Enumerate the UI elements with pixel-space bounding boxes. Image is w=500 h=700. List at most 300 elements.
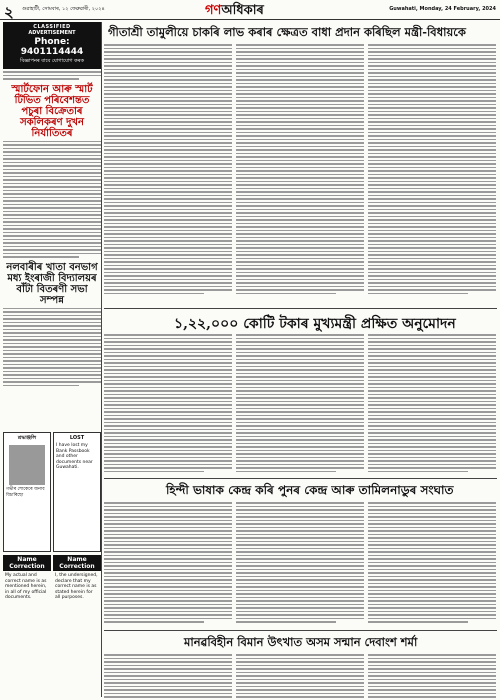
text-line (104, 693, 232, 695)
text-line (368, 338, 496, 340)
text-line (236, 341, 364, 343)
text-line (368, 156, 496, 158)
text-line (368, 111, 496, 113)
text-line (104, 282, 232, 284)
text-line (236, 254, 364, 256)
text-line (368, 181, 496, 183)
text-line (104, 209, 232, 211)
text-line (104, 672, 232, 674)
text-line (104, 527, 232, 529)
text-line (104, 341, 232, 343)
left-red-headline: স্মাৰ্টফোন আৰু স্মাৰ্ট টিভিত পৰিবেশন্তত পচুৰা বিক্ৰেতাৰ সকলিকৰণ দুখন নিৰ্যাতিতৰ (11, 83, 93, 139)
lost-text: I have lost my Bank Passbook and other documents near Guwahati. (56, 443, 93, 470)
text-line (104, 132, 232, 134)
text-line (104, 83, 232, 85)
lost-notice (53, 432, 101, 552)
text-line (236, 272, 364, 274)
text-line (236, 668, 364, 670)
text-line (236, 506, 364, 508)
text-line (368, 618, 496, 620)
text-line (236, 181, 364, 183)
text-line (236, 125, 364, 127)
text-line (236, 387, 364, 389)
text-line (368, 65, 496, 67)
text-line (236, 219, 364, 221)
name-correction-2-text: I, the undersigned, declare that my correct name is as stated herein for all purposes. (55, 573, 98, 600)
text-line (368, 135, 496, 137)
text-line (104, 146, 232, 148)
text-line (104, 668, 232, 670)
name-correction-1-text: My actual and correct name is as mentioned herein, in all of my official documents. (5, 573, 47, 600)
text-line (104, 422, 232, 424)
text-line (104, 583, 232, 585)
text-line (368, 586, 496, 588)
text-line (368, 100, 496, 102)
text-line (236, 541, 364, 543)
text-line (368, 272, 496, 274)
text-line (368, 516, 496, 518)
main-content (104, 22, 497, 697)
text-line (236, 160, 364, 162)
text-line (104, 607, 232, 609)
text-line (104, 689, 232, 691)
text-line (236, 156, 364, 158)
text-line (368, 682, 496, 684)
text-line (368, 408, 496, 410)
text-line (104, 97, 232, 99)
text-line (104, 401, 232, 403)
text-line (104, 111, 232, 113)
text-line (236, 682, 364, 684)
text-line (236, 230, 364, 232)
text-line (104, 261, 232, 263)
text-line (368, 661, 496, 663)
newspaper-logo (205, 1, 264, 22)
text-line (236, 562, 364, 564)
text-line (368, 593, 496, 595)
text-line (104, 446, 232, 448)
rule-3 (104, 630, 497, 631)
text-line (104, 163, 232, 165)
text-line (368, 654, 496, 656)
text-line (104, 279, 232, 281)
text-line (104, 394, 232, 396)
text-line (104, 345, 232, 347)
text-line (368, 457, 496, 459)
text-line (368, 611, 496, 613)
text-line (104, 174, 232, 176)
text-line (236, 195, 364, 197)
text-line (104, 555, 232, 557)
text-line (104, 69, 232, 71)
text-line (236, 135, 364, 137)
text-line (236, 380, 364, 382)
text-line (236, 450, 364, 452)
text-line (368, 265, 496, 267)
text-line (236, 696, 364, 698)
text-line (104, 79, 232, 81)
text-line (236, 401, 364, 403)
text-line (236, 261, 364, 263)
text-line (368, 460, 496, 462)
article-4-col-3 (368, 652, 496, 700)
text-line (236, 618, 364, 620)
text-line (368, 600, 496, 602)
text-line (104, 142, 232, 144)
text-line (236, 520, 364, 522)
headline-2: ১,২২,০০০ কোটি টকাৰ মুখ্যমন্ত্ৰী প্ৰক্ষিত অনুমোদন (174, 316, 456, 332)
text-line (236, 422, 364, 424)
text-line (236, 76, 364, 78)
text-line (104, 62, 232, 64)
text-line (104, 128, 232, 130)
text-line (368, 153, 496, 155)
text-line (104, 268, 232, 270)
text-line (104, 516, 232, 518)
text-line (236, 415, 364, 417)
rule-1 (104, 308, 497, 309)
text-line (368, 247, 496, 249)
text-line (236, 293, 336, 295)
text-line (368, 104, 496, 106)
text-line (104, 376, 232, 378)
text-line (104, 604, 232, 606)
text-line (104, 380, 232, 382)
text-line (104, 240, 232, 242)
text-line (236, 527, 364, 529)
text-line (104, 429, 232, 431)
text-line (368, 79, 496, 81)
text-line (236, 425, 364, 427)
text-line (104, 551, 232, 553)
text-line (236, 90, 364, 92)
text-line (368, 443, 496, 445)
text-line (236, 118, 364, 120)
text-line (236, 555, 364, 557)
text-line (236, 686, 364, 688)
text-line (104, 565, 232, 567)
text-line (368, 502, 496, 504)
text-line (236, 177, 364, 179)
text-line (236, 411, 364, 413)
text-line (368, 429, 496, 431)
text-line (236, 565, 364, 567)
text-line (368, 209, 496, 211)
text-line (368, 376, 496, 378)
text-line (104, 614, 232, 616)
text-line (104, 621, 204, 623)
text-line (104, 72, 232, 74)
text-line (236, 167, 364, 169)
masthead (0, 0, 500, 20)
text-line (236, 369, 364, 371)
name-correction-2-title: Name Correction (53, 555, 101, 571)
text-line (236, 530, 364, 532)
text-line (104, 205, 232, 207)
text-line (368, 230, 496, 232)
text-line (236, 390, 364, 392)
text-line (236, 355, 364, 357)
text-line (368, 551, 496, 553)
text-line (236, 397, 364, 399)
text-line (104, 686, 232, 688)
text-line (236, 55, 364, 57)
text-line (104, 696, 232, 698)
text-line (236, 460, 364, 462)
text-line (104, 562, 232, 564)
text-line (236, 513, 364, 515)
text-line (368, 450, 496, 452)
article-3-col-2 (236, 500, 364, 625)
text-line (368, 675, 496, 677)
text-line (368, 139, 496, 141)
text-line (368, 352, 496, 354)
text-line (368, 679, 496, 681)
text-line (236, 614, 364, 616)
text-line (236, 471, 336, 473)
text-line (104, 58, 232, 60)
text-line (368, 696, 496, 698)
text-line (104, 665, 232, 667)
text-line (236, 69, 364, 71)
text-line (368, 390, 496, 392)
text-line (368, 558, 496, 560)
text-line (368, 254, 496, 256)
text-line (368, 44, 496, 46)
text-line (368, 418, 496, 420)
text-line (236, 665, 364, 667)
text-line (104, 76, 232, 78)
text-line (368, 464, 496, 466)
text-line (104, 247, 232, 249)
text-line (368, 219, 496, 221)
lost-title: LOST (69, 435, 85, 441)
text-line (368, 579, 496, 581)
text-line (236, 286, 364, 288)
text-line (104, 579, 232, 581)
text-line (104, 139, 232, 141)
text-line (104, 90, 232, 92)
text-line (104, 44, 232, 46)
text-line (368, 216, 496, 218)
rule-2 (104, 478, 497, 479)
text-line (236, 212, 364, 214)
text-line (236, 48, 364, 50)
text-line (236, 251, 364, 253)
text-line (104, 338, 232, 340)
text-line (368, 275, 496, 277)
text-line (368, 58, 496, 60)
text-line (236, 111, 364, 113)
text-line (236, 658, 364, 660)
text-line (104, 530, 232, 532)
text-line (236, 93, 364, 95)
text-line (368, 202, 496, 204)
text-line (236, 258, 364, 260)
text-line (236, 443, 364, 445)
text-line (236, 163, 364, 165)
text-line (236, 226, 364, 228)
text-line (236, 348, 364, 350)
text-line (104, 135, 232, 137)
text-line (104, 160, 232, 162)
text-line (236, 282, 364, 284)
text-line (368, 668, 496, 670)
text-line (236, 132, 364, 134)
text-line (104, 202, 232, 204)
text-line (104, 167, 232, 169)
text-line (368, 233, 496, 235)
text-line (368, 90, 496, 92)
text-line (104, 226, 232, 228)
text-line (236, 289, 364, 291)
text-line (104, 520, 232, 522)
text-line (104, 593, 232, 595)
text-line (236, 100, 364, 102)
text-line (236, 544, 364, 546)
text-line (104, 48, 232, 50)
text-line (236, 446, 364, 448)
text-line (368, 132, 496, 134)
text-line (104, 611, 232, 613)
text-line (104, 188, 232, 190)
text-line (236, 362, 364, 364)
text-line (368, 672, 496, 674)
text-line (104, 352, 232, 354)
name-correction-1-title: Name Correction (3, 555, 51, 571)
text-line (368, 258, 496, 260)
text-line (368, 334, 496, 336)
text-line (104, 537, 232, 539)
text-line (236, 418, 364, 420)
text-line (368, 118, 496, 120)
text-line (104, 618, 232, 620)
left-column-rule (101, 22, 102, 697)
text-line (236, 334, 364, 336)
date-right: Guwahati, Monday, 24 February, 2024 (389, 6, 496, 12)
text-line (236, 198, 364, 200)
text-line (368, 541, 496, 543)
text-line (236, 149, 364, 151)
text-line (368, 383, 496, 385)
text-line (104, 114, 232, 116)
text-line (368, 565, 496, 567)
text-line (236, 654, 364, 656)
text-line (104, 230, 232, 232)
text-line (104, 251, 232, 253)
text-line (368, 425, 496, 427)
text-line (236, 679, 364, 681)
text-line (236, 509, 364, 511)
text-line (104, 544, 232, 546)
text-line (104, 355, 232, 357)
text-line (104, 177, 232, 179)
text-line (368, 439, 496, 441)
text-line (104, 464, 232, 466)
text-line (104, 289, 232, 291)
text-line (104, 590, 232, 592)
name-correction-1 (3, 555, 51, 603)
text-line (104, 509, 232, 511)
text-line (368, 174, 496, 176)
text-line (236, 128, 364, 130)
text-line (236, 436, 364, 438)
text-line (236, 233, 364, 235)
text-line (236, 590, 364, 592)
text-line (236, 576, 364, 578)
text-line (104, 661, 232, 663)
text-line (104, 51, 232, 53)
text-line (236, 58, 364, 60)
text-line (368, 223, 496, 225)
text-line (368, 467, 496, 469)
text-line (368, 86, 496, 88)
text-line (368, 341, 496, 343)
text-line (104, 675, 232, 677)
text-line (368, 121, 496, 123)
text-line (104, 576, 232, 578)
text-line (104, 170, 232, 172)
text-line (236, 72, 364, 74)
text-line (236, 558, 364, 560)
text-line (368, 411, 496, 413)
text-line (236, 205, 364, 207)
text-line (368, 128, 496, 130)
text-line (368, 607, 496, 609)
text-line (368, 188, 496, 190)
text-line (104, 569, 232, 571)
text-line (236, 672, 364, 674)
text-line (104, 523, 232, 525)
text-line (104, 502, 232, 504)
article-2-col-1 (104, 332, 232, 474)
text-line (368, 555, 496, 557)
text-line (236, 597, 364, 599)
text-line (104, 471, 204, 473)
text-line (236, 153, 364, 155)
text-line (104, 233, 232, 235)
text-line (236, 174, 364, 176)
article-3-col-3 (368, 500, 496, 625)
date-left: গুৱাহাটী, সোমবাৰ, ১২ ফেব্ৰুৱাৰী, ২০২৪ (22, 6, 105, 12)
text-line (368, 146, 496, 148)
text-line (236, 404, 364, 406)
text-line (236, 502, 364, 504)
text-line (368, 658, 496, 660)
obituary-title: শ্ৰদ্ধাঞ্জলি (17, 435, 37, 441)
text-line (236, 121, 364, 123)
text-line (368, 369, 496, 371)
text-line (368, 212, 496, 214)
text-line (104, 558, 232, 560)
text-line (104, 390, 232, 392)
left-article-1-body (3, 141, 101, 258)
text-line (236, 247, 364, 249)
text-line (368, 163, 496, 165)
text-line (368, 604, 496, 606)
text-line (368, 366, 496, 368)
text-line (104, 195, 232, 197)
text-line (236, 467, 364, 469)
text-line (236, 593, 364, 595)
text-line (104, 223, 232, 225)
text-line (104, 373, 232, 375)
text-line (104, 513, 232, 515)
text-line (236, 376, 364, 378)
text-line (104, 534, 232, 536)
text-line (236, 44, 364, 46)
text-line (236, 689, 364, 691)
